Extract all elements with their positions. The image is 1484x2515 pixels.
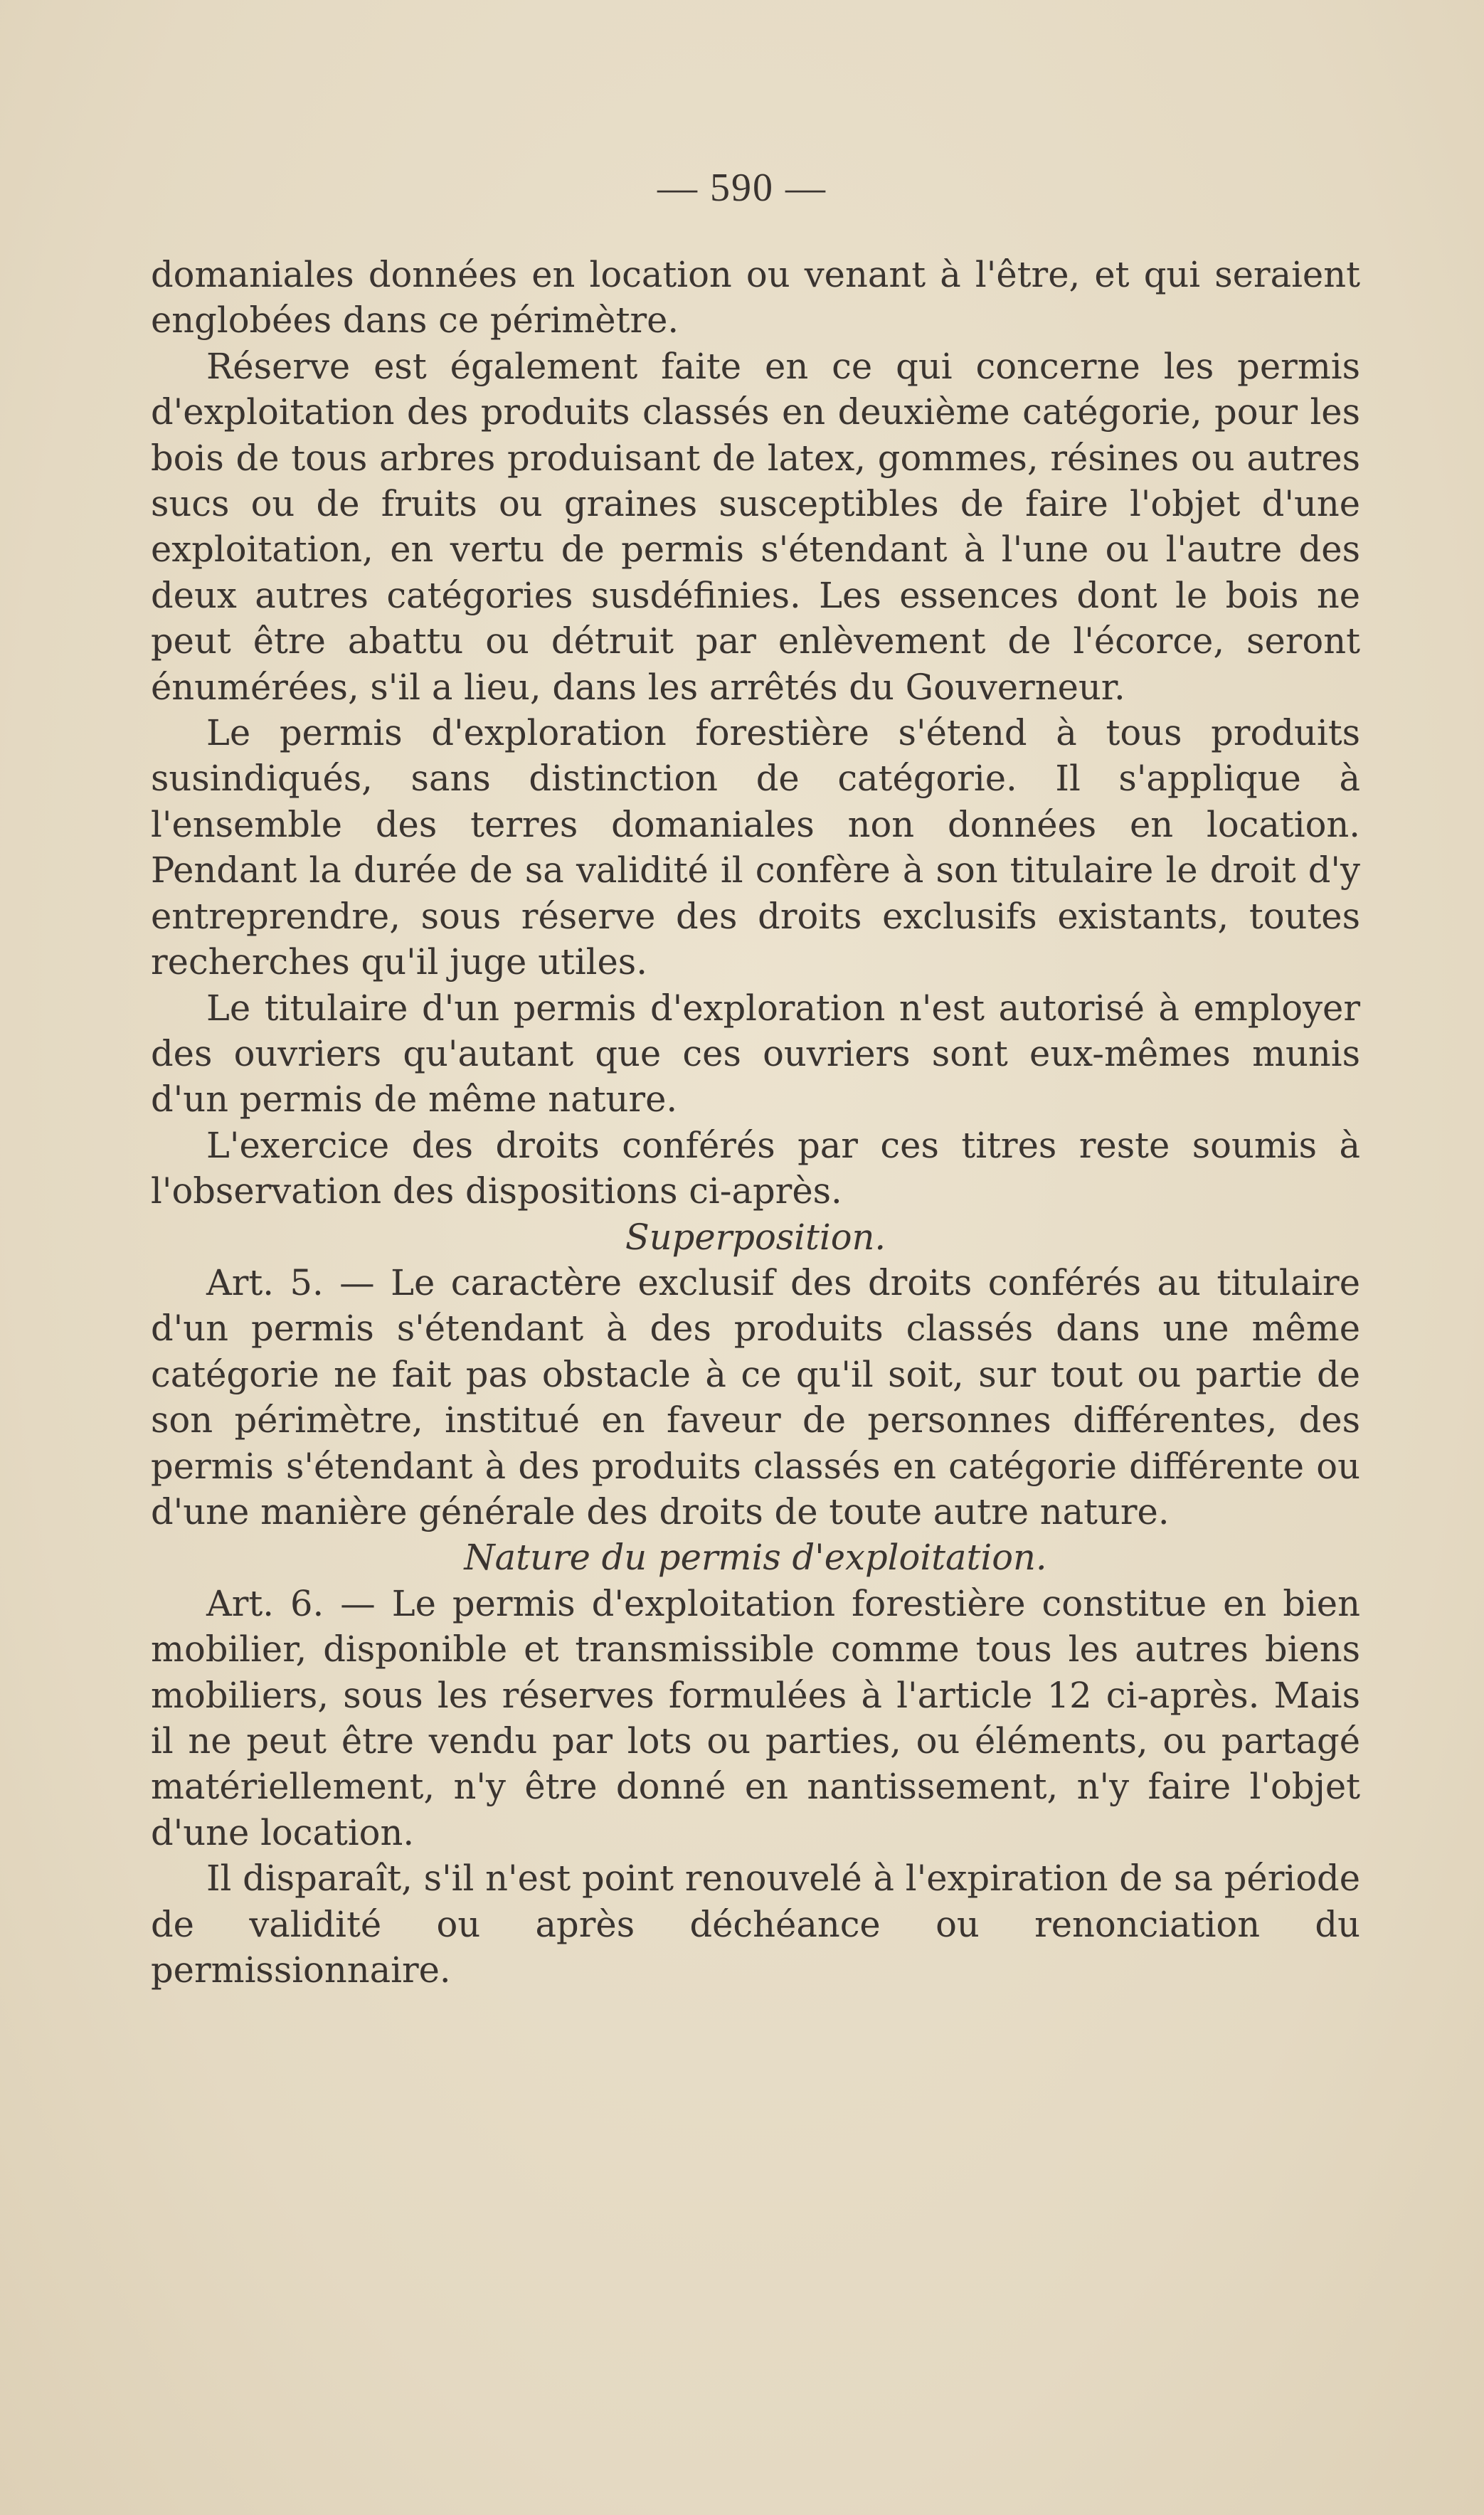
paragraph-continuation: domaniales données en location ou venant à l'être, et qui seraient englobées dans ce périmètre. (151, 254, 1360, 341)
paragraph-exercice: L'exercice des droits conférés par ces titres reste soumis à l'observation des dispositions ci-après. (151, 1124, 1360, 1212)
paragraph-titulaire: Le titulaire d'un permis d'exploration n'est autorisé à employer des ouvriers qu'autant que ces ouvriers sont eux-mêmes munis d'un permis de même nature. (151, 987, 1360, 1121)
article-6: Art. 6. — Le permis d'exploitation forestière constitue en bien mobilier, disponible et transmissible comme tous les autres biens mobiliers, sous les réserves formulées à l'article 12 ci-après. Mais il ne peut être vendu par lots ou parties, ou éléments, ou partagé matériellement, n'y être donné en nantissement, n'y faire l'objet d'une location. (151, 1582, 1360, 1853)
paragraph-disparait: Il disparaît, s'il n'est point renouvelé à l'expiration de sa période de validité ou après déchéance ou renonciation du permissionnaire. (151, 1858, 1360, 1991)
paragraph-exploration: Le permis d'exploration forestière s'étend à tous produits susindiqués, sans distinction de catégorie. Il s'applique à l'ensemble des terres domaniales non données en location. Pendant la durée de sa validité il confère à son titulaire le droit d'y entreprendre, sous réserve des droits exclusifs existants, toutes recherches qu'il juge utiles. (151, 712, 1360, 983)
heading-superposition: Superposition. (625, 1216, 886, 1258)
paragraph-reserve: Réserve est également faite en ce qui concerne les permis d'exploitation des produits classés en deuxième catégorie, pour les bois de tous arbres produisant de latex, gommes, résines ou autres sucs ou de fruits ou graines susceptibles de faire l'objet d'une exploitation, en vertu de permis s'étendant à l'une ou l'autre des deux autres catégories susdéfinies. Les essences dont le bois ne peut être abattu ou détruit par enlèvement de l'écorce, seront énumérées, s'il a lieu, dans les arrêtés du Gouverneur. (151, 345, 1360, 708)
body-text (151, 252, 1360, 1993)
page-number: — 590 — (657, 166, 827, 210)
heading-nature: Nature du permis d'exploitation. (464, 1537, 1047, 1579)
article-5: Art. 5. — Le caractère exclusif des droits conférés au titulaire d'un permis s'étendant à des produits classés dans une même catégorie ne fait pas obstacle à ce qu'il soit, sur tout ou partie de son périmètre, institué en faveur de personnes différentes, des permis s'étendant à des produits classés en catégorie différente ou d'une manière générale des droits de toute autre nature. (151, 1261, 1360, 1532)
